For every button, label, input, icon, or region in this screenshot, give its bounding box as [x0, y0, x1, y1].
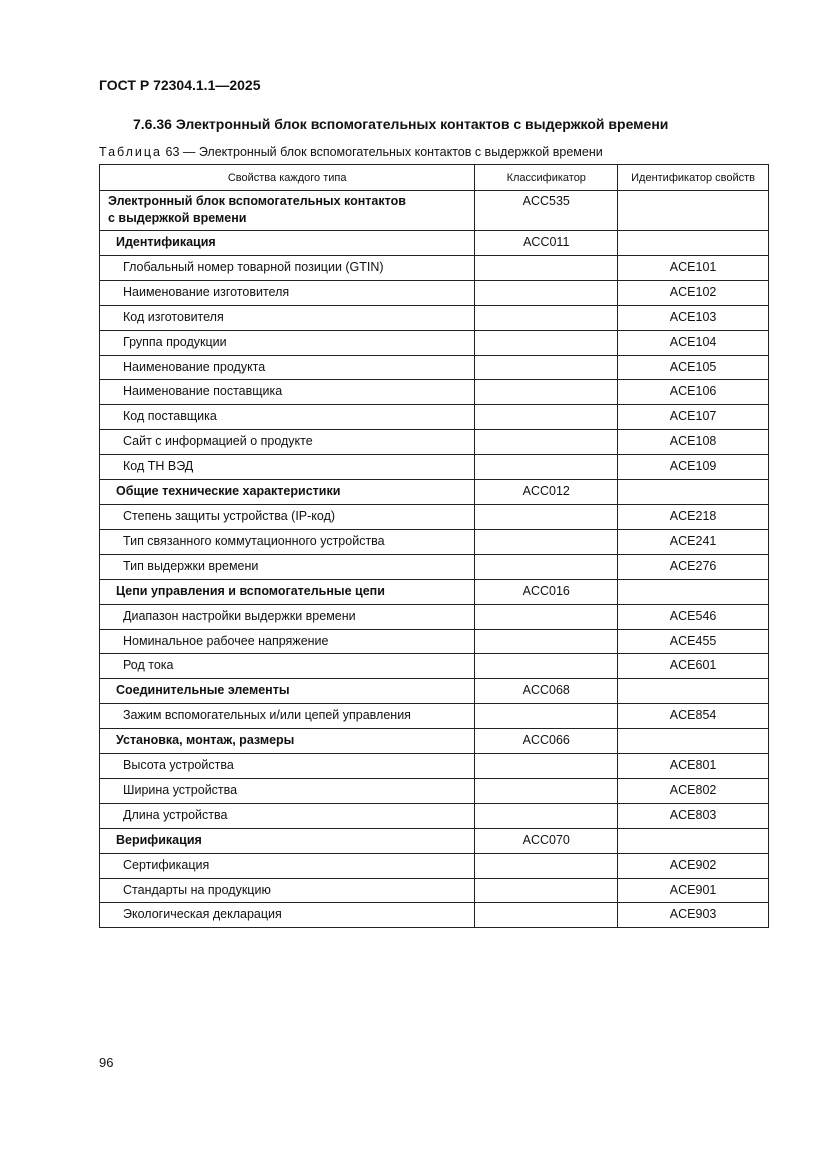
cell-id: ACE802: [618, 778, 769, 803]
cell-label: Наименование продукта: [100, 355, 475, 380]
cell-label: Группа продукции: [100, 330, 475, 355]
cell-label: Степень защиты устройства (IP-код): [100, 504, 475, 529]
table-row: [100, 255, 769, 280]
table-group-row: [100, 480, 769, 505]
cell-label: Диапазон настройки выдержки времени: [100, 604, 475, 629]
cell-id: ACE546: [618, 604, 769, 629]
cell-classifier: [475, 754, 618, 779]
cell-label: Тип связанного коммутационного устройства: [100, 529, 475, 554]
cell-label: Тип выдержки времени: [100, 554, 475, 579]
cell-id: ACE105: [618, 355, 769, 380]
cell-classifier: ACC016: [475, 579, 618, 604]
caption-text: 63 — Электронный блок вспомогательных контактов с выдержкой времени: [162, 145, 603, 159]
header-classifier: Классификатор: [475, 165, 618, 191]
cell-id: ACE601: [618, 654, 769, 679]
cell-id: ACE276: [618, 554, 769, 579]
cell-classifier: [475, 529, 618, 554]
cell-classifier: [475, 554, 618, 579]
table-row-class: [100, 191, 769, 231]
table-row: [100, 778, 769, 803]
cell-classifier: [475, 280, 618, 305]
cell-label: Экологическая декларация: [100, 903, 475, 928]
cell-id: ACE107: [618, 405, 769, 430]
table-row: [100, 853, 769, 878]
table-header-row: [100, 165, 769, 191]
class-identifier: [618, 191, 769, 231]
cell-label: Идентификация: [100, 231, 475, 256]
cell-id: ACE218: [618, 504, 769, 529]
cell-id: ACE455: [618, 629, 769, 654]
cell-label: Род тока: [100, 654, 475, 679]
cell-classifier: ACC066: [475, 729, 618, 754]
table-row: [100, 878, 769, 903]
cell-id: ACE241: [618, 529, 769, 554]
cell-label: Сертификация: [100, 853, 475, 878]
cell-classifier: [475, 803, 618, 828]
table-row: [100, 455, 769, 480]
cell-classifier: [475, 629, 618, 654]
cell-classifier: [475, 604, 618, 629]
class-label-line2: с выдержкой времени: [108, 211, 247, 225]
cell-id: ACE801: [618, 754, 769, 779]
cell-classifier: ACC012: [475, 480, 618, 505]
cell-id: [618, 729, 769, 754]
cell-id: ACE109: [618, 455, 769, 480]
cell-id: ACE902: [618, 853, 769, 878]
table-row: [100, 803, 769, 828]
cell-label: Сайт с информацией о продукте: [100, 430, 475, 455]
cell-label: Зажим вспомогательных и/или цепей управления: [100, 704, 475, 729]
table-row: [100, 430, 769, 455]
cell-id: [618, 231, 769, 256]
table-group-row: [100, 729, 769, 754]
cell-id: ACE103: [618, 305, 769, 330]
table-row: [100, 554, 769, 579]
class-classifier: ACC535: [475, 191, 618, 231]
cell-label: Стандарты на продукцию: [100, 878, 475, 903]
table-group-row: [100, 679, 769, 704]
cell-id: ACE102: [618, 280, 769, 305]
cell-label: Соединительные элементы: [100, 679, 475, 704]
cell-classifier: [475, 704, 618, 729]
cell-id: ACE106: [618, 380, 769, 405]
cell-classifier: [475, 455, 618, 480]
table-row: [100, 504, 769, 529]
cell-classifier: [475, 430, 618, 455]
standard-number: ГОСТ Р 72304.1.1—2025: [99, 77, 261, 93]
cell-id: ACE903: [618, 903, 769, 928]
cell-label: Верификация: [100, 828, 475, 853]
caption-prefix: Таблица: [99, 145, 163, 159]
table-row: [100, 405, 769, 430]
cell-id: ACE901: [618, 878, 769, 903]
table-row: [100, 604, 769, 629]
cell-classifier: [475, 504, 618, 529]
cell-id: [618, 679, 769, 704]
cell-label: Высота устройства: [100, 754, 475, 779]
class-label-line1: Электронный блок вспомогательных контактов: [108, 194, 406, 208]
cell-classifier: [475, 380, 618, 405]
cell-classifier: ACC068: [475, 679, 618, 704]
cell-classifier: [475, 355, 618, 380]
cell-label: Код изготовителя: [100, 305, 475, 330]
cell-label: Наименование поставщика: [100, 380, 475, 405]
cell-classifier: [475, 405, 618, 430]
table-caption: [99, 145, 603, 159]
cell-id: ACE101: [618, 255, 769, 280]
cell-classifier: [475, 778, 618, 803]
cell-label: Длина устройства: [100, 803, 475, 828]
header-identifier: Идентификатор свойств: [618, 165, 769, 191]
cell-label: Код ТН ВЭД: [100, 455, 475, 480]
cell-id: [618, 579, 769, 604]
cell-id: ACE803: [618, 803, 769, 828]
cell-label: Общие технические характеристики: [100, 480, 475, 505]
cell-classifier: ACC011: [475, 231, 618, 256]
cell-label: Ширина устройства: [100, 778, 475, 803]
cell-label: Цепи управления и вспомогательные цепи: [100, 579, 475, 604]
cell-label: Номинальное рабочее напряжение: [100, 629, 475, 654]
cell-classifier: ACC070: [475, 828, 618, 853]
table-row: [100, 754, 769, 779]
header-properties: Свойства каждого типа: [100, 165, 475, 191]
table-row: [100, 330, 769, 355]
section-title: 7.6.36 Электронный блок вспомогательных контактов с выдержкой времени: [133, 116, 669, 132]
cell-label: Установка, монтаж, размеры: [100, 729, 475, 754]
properties-table: [99, 164, 769, 928]
cell-id: ACE108: [618, 430, 769, 455]
table-group-row: [100, 828, 769, 853]
table-row: [100, 380, 769, 405]
table-row: [100, 305, 769, 330]
cell-classifier: [475, 853, 618, 878]
table-row: [100, 280, 769, 305]
cell-classifier: [475, 330, 618, 355]
cell-classifier: [475, 654, 618, 679]
table-group-row: [100, 579, 769, 604]
table-row: [100, 529, 769, 554]
cell-id: ACE854: [618, 704, 769, 729]
cell-classifier: [475, 878, 618, 903]
cell-id: ACE104: [618, 330, 769, 355]
cell-classifier: [475, 903, 618, 928]
class-label: [100, 191, 475, 231]
table-group-row: [100, 231, 769, 256]
table-row: [100, 629, 769, 654]
cell-classifier: [475, 305, 618, 330]
cell-id: [618, 480, 769, 505]
table-row: [100, 355, 769, 380]
cell-classifier: [475, 255, 618, 280]
table-row: [100, 903, 769, 928]
cell-label: Глобальный номер товарной позиции (GTIN): [100, 255, 475, 280]
page-number: 96: [99, 1055, 114, 1070]
cell-id: [618, 828, 769, 853]
cell-label: Наименование изготовителя: [100, 280, 475, 305]
table-row: [100, 654, 769, 679]
table-row: [100, 704, 769, 729]
cell-label: Код поставщика: [100, 405, 475, 430]
